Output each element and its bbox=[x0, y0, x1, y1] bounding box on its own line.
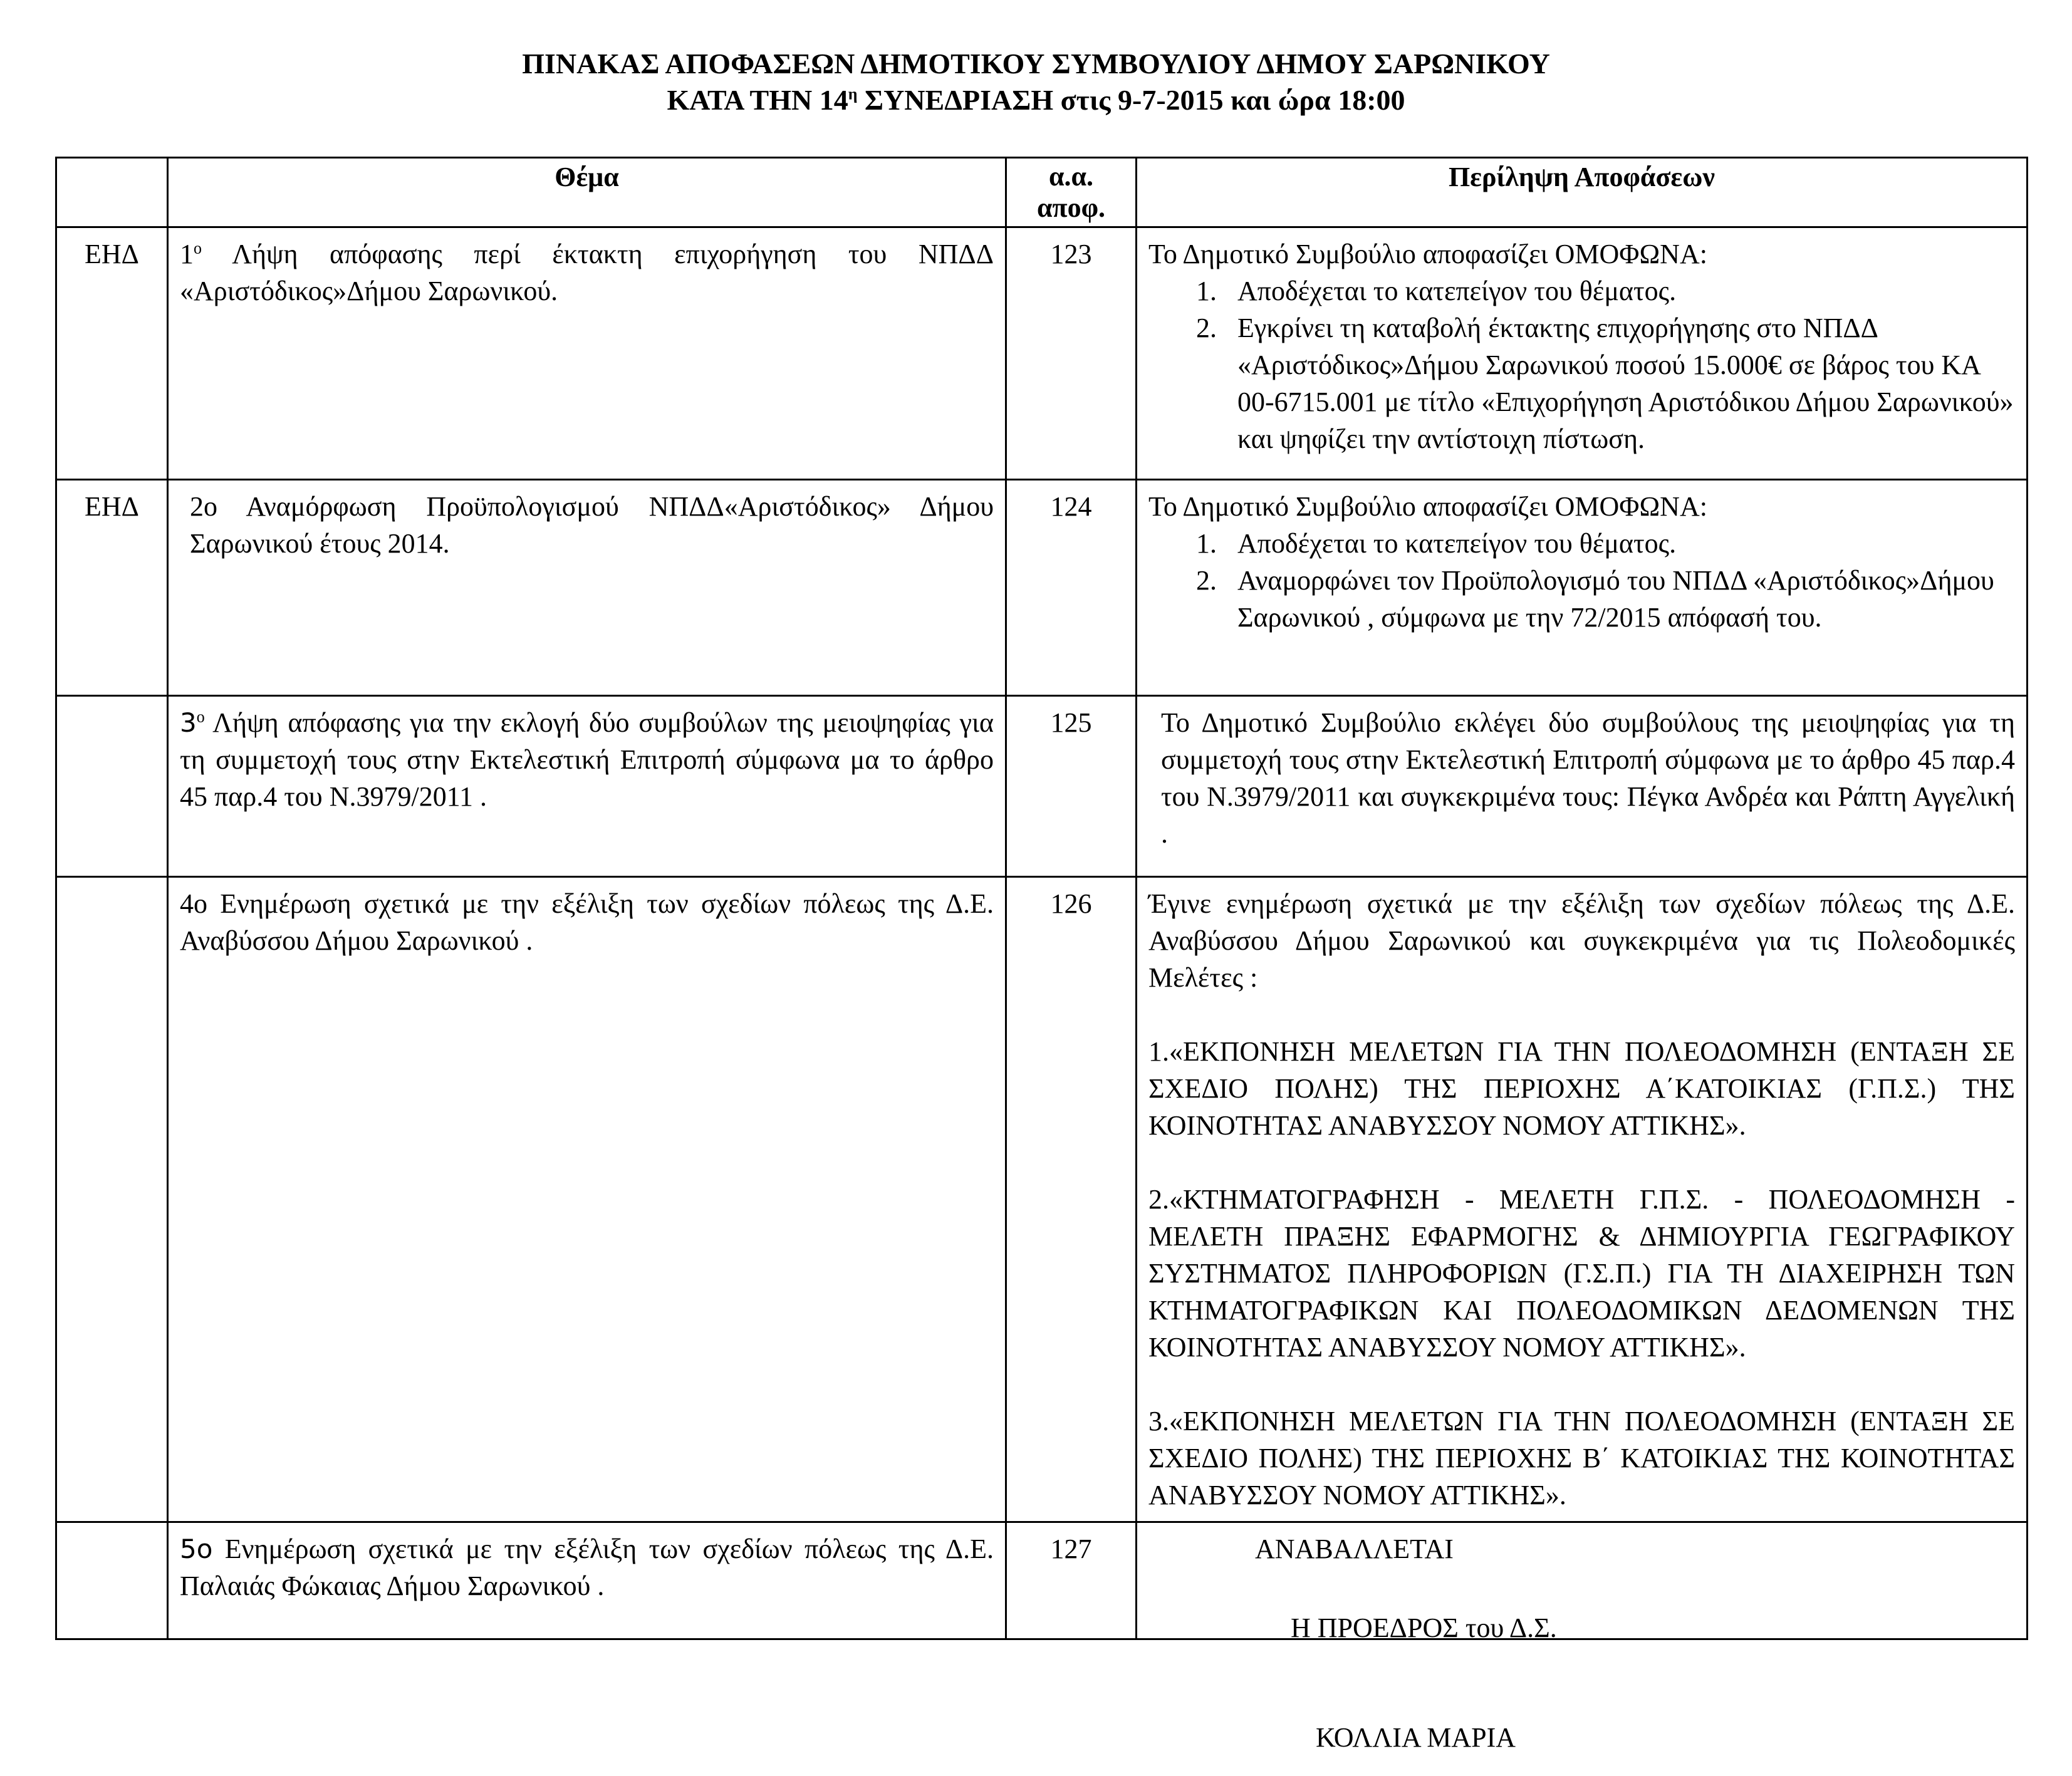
row-code bbox=[56, 696, 168, 877]
subject-title: Λήψη απόφασης περί έκτακτη επιχορήγηση του ΝΠΔΔ «Αριστόδικος»Δήμου Σαρωνικού. bbox=[180, 239, 994, 306]
subject-text bbox=[180, 236, 994, 309]
row-decision-summary bbox=[1137, 480, 2028, 696]
decision-item: 1. Αποδέχεται το κατεπείγον του θέματος. bbox=[1224, 525, 2015, 562]
signature-name: ΚΟΛΛΙΑ ΜΑΡΙΑ bbox=[1316, 1722, 1516, 1753]
decision-paragraph: 3.«ΕΚΠΟΝΗΣΗ ΜΕΛΕΤΩΝ ΓΙΑ ΤΗΝ ΠΟΛΕΟΔΟΜΗΣΗ (ΕΝΤΑΞΗ ΣΕ ΣΧΕΔΙΟ ΠΟΛΗΣ) ΤΗΣ ΠΕΡΙΟΧΗΣ Β΄ ΚΑΤΟΙΚΙΑΣ ΤΗΣ ΚΟΙΝΟΤΗΤΑΣ ΑΝΑΒΥΣΣΟΥ ΝΟΜΟΥ ΑΤΤΙΚΗΣ». bbox=[1148, 1406, 2015, 1510]
row-decision-number: 125 bbox=[1006, 696, 1137, 877]
subject-number: 1 bbox=[180, 239, 194, 269]
header-number-line2: αποφ. bbox=[1036, 192, 1106, 223]
subject-text: 4ο Ενημέρωση σχετικά με την εξέλιξη των σχεδίων πόλεως της Δ.Ε. Αναβύσσου Δήμου Σαρωνικού . bbox=[180, 888, 994, 956]
decision-item: 2. Αναμορφώνει τον Προϋπολογισμό του ΝΠΔΔ «Αριστόδικος»Δήμου Σαρωνικού , σύμφωνα με την 72/2015 απόφασή του. bbox=[1224, 562, 2015, 636]
table-row bbox=[56, 696, 2028, 877]
row-decision-summary bbox=[1137, 227, 2028, 480]
decision-item: 2. Εγκρίνει τη καταβολή έκτακτης επιχορήγησης στο ΝΠΔΔ «Αριστόδικος»Δήμου Σαρωνικού ποσού 15.000€ σε βάρος του ΚΑ 00-6715.001 με τίτλο «Επιχορήγηση Αριστόδικου Δήμου Σαρωνικού» και ψηφίζει την αντίστοιχη πίστωση. bbox=[1224, 309, 2015, 457]
table-row bbox=[56, 877, 2028, 1522]
row-subject bbox=[168, 696, 1006, 877]
subject-number: 3 bbox=[180, 707, 197, 738]
row-code bbox=[56, 877, 168, 1522]
row-decision-number: 127 bbox=[1006, 1522, 1137, 1639]
subject-title: Λήψη απόφασης για την εκλογή δύο συμβούλων της μειοψηφίας για τη συμμετοχή τους στην Εκτελεστική Επιτροπή σύμφωνα μα το άρθρο 45 παρ.4 του Ν.3979/2011 . bbox=[180, 707, 994, 812]
session-subtitle bbox=[0, 81, 2072, 119]
header-code bbox=[56, 158, 168, 227]
row-code: ΕΗΔ bbox=[56, 480, 168, 696]
subject-ordinal-suffix: ο bbox=[196, 707, 205, 726]
row-subject bbox=[168, 480, 1006, 696]
decision-intro: Το Δημοτικό Συμβούλιο αποφασίζει ΟΜΟΦΩΝΑ: bbox=[1148, 239, 1707, 269]
decision-paragraph: Έγινε ενημέρωση σχετικά με την εξέλιξη των σχεδίων πόλεως της Δ.Ε. Αναβύσσου Δήμου Σαρωνικού και συγκεκριμένα για τις Πολεοδομικές Μελέτες : bbox=[1148, 888, 2015, 993]
decision-text: ΑΝΑΒΑΛΛΕΤΑΙ bbox=[1255, 1534, 1454, 1564]
table-row bbox=[56, 227, 2028, 480]
header-decision-summary: Περίληψη Αποφάσεων bbox=[1137, 158, 2028, 227]
table-row bbox=[56, 1522, 2028, 1639]
header-subject: Θέμα bbox=[168, 158, 1006, 227]
table-header-row bbox=[56, 158, 2028, 227]
signature-title: Η ΠΡΟΕΔΡΟΣ του Δ.Σ. bbox=[1291, 1612, 1557, 1643]
header-number-line1: α.α. bbox=[1048, 161, 1094, 192]
decisions-table bbox=[55, 157, 2028, 1640]
row-decision-number: 123 bbox=[1006, 227, 1137, 480]
decision-paragraph: 2.«ΚΤΗΜΑΤΟΓΡΑΦΗΣΗ - ΜΕΛΕΤΗ Γ.Π.Σ. - ΠΟΛΕΟΔΟΜΗΣΗ - ΜΕΛΕΤΗ ΠΡΑΞΗΣ ΕΦΑΡΜΟΓΗΣ & ΔΗΜΙΟΥΡΓΙΑ ΓΕΩΓΡΑΦΙΚΟΥ ΣΥΣΤΗΜΑΤΟΣ ΠΛΗΡΟΦΟΡΙΩΝ (Γ.Σ.Π.) ΓΙΑ ΤΗ ΔΙΑΧΕΙΡΗΣΗ ΤΩΝ ΚΤΗΜΑΤΟΓΡΑΦΙΚΩΝ ΚΑΙ ΠΟΛΕΟΔΟΜΙΚΩΝ ΔΕΔΟΜΕΝΩΝ ΤΗΣ ΚΟΙΝΟΤΗΤΑΣ ΑΝΑΒΥΣΣΟΥ ΝΟΜΟΥ ΑΤΤΙΚΗΣ». bbox=[1148, 1184, 2015, 1363]
subtitle-part-2: ΣΥΝΕΔΡΙΑΣΗ στις 9-7-2015 και ώρα 18:00 bbox=[857, 84, 1405, 116]
row-code: ΕΗΔ bbox=[56, 227, 168, 480]
subtitle-part-1: ΚΑΤΑ ΤΗΝ 14 bbox=[667, 84, 848, 116]
decision-text: Το Δημοτικό Συμβούλιο εκλέγει δύο συμβούλους της μειοψηφίας για τη συμμετοχή τους στην Εκτελεστική Επιτροπή σύμφωνα με το άρθρο 45 παρ.4 του Ν.3979/2011 και συγκεκριμένα τους: Πέγκα Ανδρέα και Ράπτη Αγγελική . bbox=[1161, 707, 2015, 849]
table-row bbox=[56, 480, 2028, 696]
row-decision-number: 126 bbox=[1006, 877, 1137, 1522]
row-decision-summary bbox=[1137, 696, 2028, 877]
row-decision-summary bbox=[1137, 877, 2028, 1522]
row-decision-summary bbox=[1137, 1522, 2028, 1639]
row-code bbox=[56, 1522, 168, 1639]
subject-title: Ενημέρωση σχετικά με την εξέλιξη των σχεδίων πόλεως της Δ.Ε. Παλαιάς Φώκαιας Δήμου Σαρωνικού . bbox=[180, 1534, 994, 1601]
row-subject bbox=[168, 877, 1006, 1522]
row-subject bbox=[168, 1522, 1006, 1639]
decision-list bbox=[1148, 525, 2015, 636]
decision-paragraph: 1.«ΕΚΠΟΝΗΣΗ ΜΕΛΕΤΩΝ ΓΙΑ ΤΗΝ ΠΟΛΕΟΔΟΜΗΣΗ (ΕΝΤΑΞΗ ΣΕ ΣΧΕΔΙΟ ΠΟΛΗΣ) ΤΗΣ ΠΕΡΙΟΧΗΣ Α΄ΚΑΤΟΙΚΙΑΣ (Γ.Π.Σ.) ΤΗΣ ΚΟΙΝΟΤΗΤΑΣ ΑΝΑΒΥΣΣΟΥ ΝΟΜΟΥ ΑΤΤΙΚΗΣ». bbox=[1148, 1036, 2015, 1141]
subject-text: 2ο Αναμόρφωση Προϋπολογισμού ΝΠΔΔ«Αριστόδικος» Δήμου Σαρωνικού έτους 2014. bbox=[190, 491, 994, 559]
subject-number: 5ο bbox=[180, 1534, 213, 1564]
header-decision-number bbox=[1006, 158, 1137, 227]
subtitle-ordinal-suffix: η bbox=[848, 85, 858, 103]
row-decision-number: 124 bbox=[1006, 480, 1137, 696]
subject-text bbox=[180, 1530, 994, 1604]
row-subject bbox=[168, 227, 1006, 480]
decision-intro: Το Δημοτικό Συμβούλιο αποφασίζει ΟΜΟΦΩΝΑ: bbox=[1148, 491, 1707, 522]
decision-list bbox=[1148, 273, 2015, 457]
subject-text bbox=[180, 704, 994, 815]
decision-item: 1. Αποδέχεται το κατεπείγον του θέματος. bbox=[1224, 273, 2015, 309]
subject-ordinal-suffix: ο bbox=[194, 239, 202, 257]
document-title: ΠΙΝΑΚΑΣ ΑΠΟΦΑΣΕΩΝ ΔΗΜΟΤΙΚΟΥ ΣΥΜΒΟΥΛΙΟΥ ΔΗΜΟΥ ΣΑΡΩΝΙΚΟΥ bbox=[522, 48, 1550, 80]
